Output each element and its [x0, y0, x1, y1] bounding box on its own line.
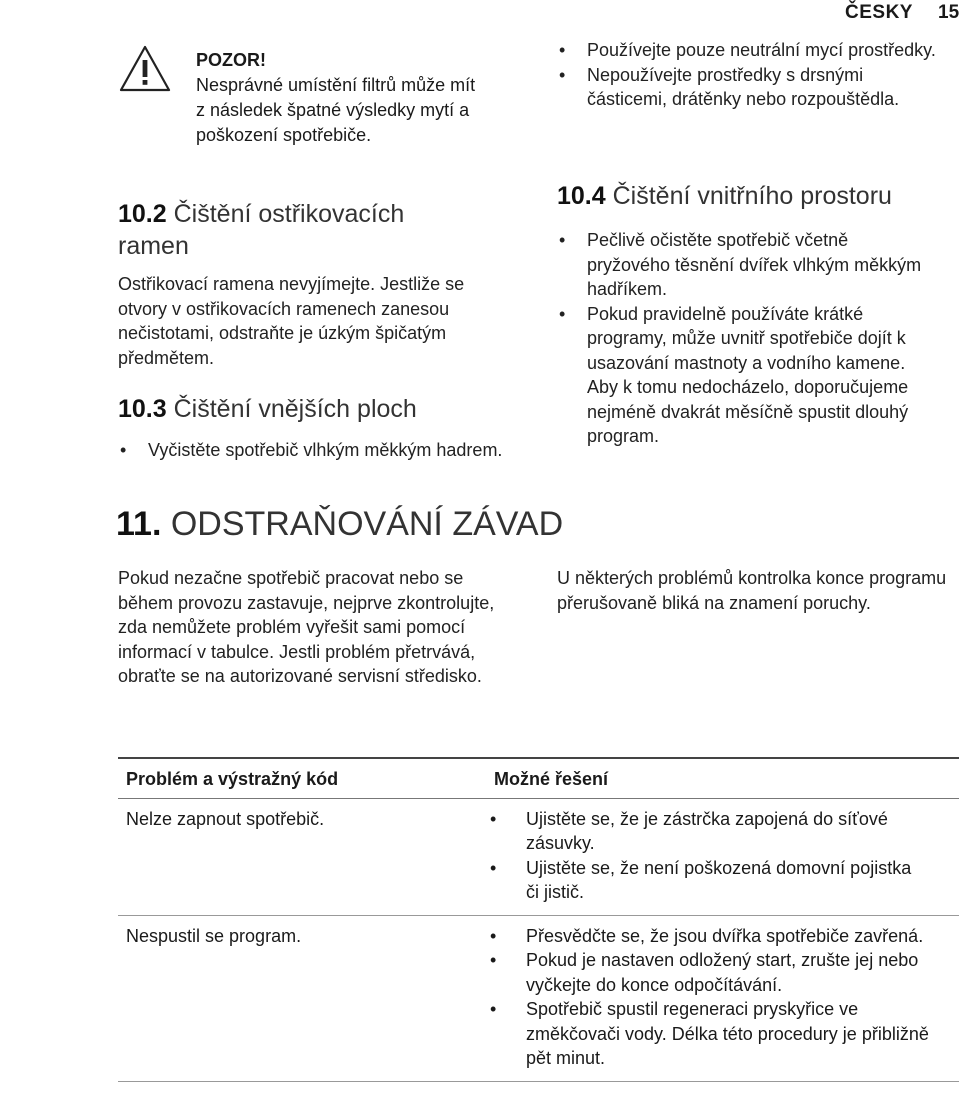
list-item: • Vyčistěte spotřebič vlhkým měkkým hadrem. — [118, 438, 508, 463]
section-10-2-title: Čištění ostřikovacích ramen — [118, 200, 405, 260]
table-header-row — [118, 758, 959, 798]
section-10-4-title: Čištění vnitřního prostoru — [612, 182, 892, 210]
solution-cell — [486, 798, 959, 915]
section-11-title: ODSTRAŇOVÁNÍ ZÁVAD — [170, 505, 564, 543]
section-11-heading — [116, 504, 563, 544]
section-10-3-title: Čištění vnějších ploch — [173, 395, 417, 423]
list-item: • Pokud je nastaven odložený start, zrušte jej nebo vyčkejte do konce odpočítávání. — [486, 948, 926, 997]
table-row — [118, 915, 959, 1081]
column-header-solution: Možné řešení — [486, 758, 959, 798]
section-10-4-number: 10.4 — [557, 182, 606, 210]
list-item: • Ujistěte se, že je zástrčka zapojená do síťové zásuvky. — [486, 807, 906, 856]
section-10-4-list — [557, 228, 932, 449]
section-11-number: 11. — [116, 505, 162, 543]
list-item: • Přesvědčte se, že jsou dvířka spotřebiče zavřená. — [486, 924, 926, 949]
problem-cell: Nelze zapnout spotřebič. — [118, 798, 486, 915]
troubleshooting-intro-right: U některých problémů kontrolka konce programu přerušovaně bliká na znamení poruchy. — [557, 568, 947, 613]
troubleshooting-intro-left: Pokud nezačne spotřebič pracovat nebo se během provozu zastavuje, nejprve zkontrolujte, zda nemůžete problém vyřešit sami pomocí informací v tabulce. Jestli problém přetrvává, obraťte se na autorizované servisní středisko. — [118, 568, 495, 686]
warning-block — [196, 48, 486, 148]
cleaning-agents-list — [557, 38, 937, 112]
fault-table — [118, 757, 959, 1082]
list-item: • Pečlivě očistěte spotřebič včetně pryžového těsnění dvířek vlhkým měkkým hadříkem. — [557, 228, 932, 302]
section-10-2-heading — [118, 198, 478, 262]
section-10-3-list — [118, 438, 508, 463]
list-item: • Ujistěte se, že není poškozená domovní pojistka či jistič. — [486, 856, 926, 905]
list-item: • Nepoužívejte prostředky s drsnými částicemi, drátěnky nebo rozpouštědla. — [557, 63, 937, 112]
list-item: • Používejte pouze neutrální mycí prostředky. — [557, 38, 937, 63]
header-language: ČESKY — [845, 2, 913, 23]
page-number: 15 — [938, 2, 960, 23]
section-10-2-number: 10.2 — [118, 200, 167, 228]
warning-triangle-icon — [118, 44, 172, 94]
section-10-3-heading — [118, 393, 518, 425]
problem-cell: Nespustil se program. — [118, 915, 486, 1081]
list-item: • Pokud pravidelně používáte krátké programy, může uvnitř spotřebiče dojít k usazování mastnoty a vodního kamene. Aby k tomu nedocházelo, doporučujeme nejméně dvakrát měsíčně spustit dlouhý program. — [557, 302, 932, 449]
section-10-2-body: Ostřikovací ramena nevyjímejte. Jestliže se otvory v ostřikovacích ramenech zanesou nečistotami, odstraňte je úzkým špičatým předmětem. — [118, 274, 465, 368]
section-10-4-heading — [557, 180, 957, 212]
warning-text: Nesprávné umístění filtrů může mít z následek špatné výsledky mytí a poškození spotřebiče. — [196, 75, 476, 145]
section-10-3-number: 10.3 — [118, 395, 167, 423]
table-row — [118, 798, 959, 915]
warning-title: POZOR! — [196, 50, 266, 70]
column-header-problem: Problém a výstražný kód — [118, 758, 486, 798]
list-item: • Spotřebič spustil regeneraci pryskyřice ve změkčovači vody. Délka této procedury je přibližně pět minut. — [486, 997, 936, 1071]
solution-cell — [486, 915, 959, 1081]
